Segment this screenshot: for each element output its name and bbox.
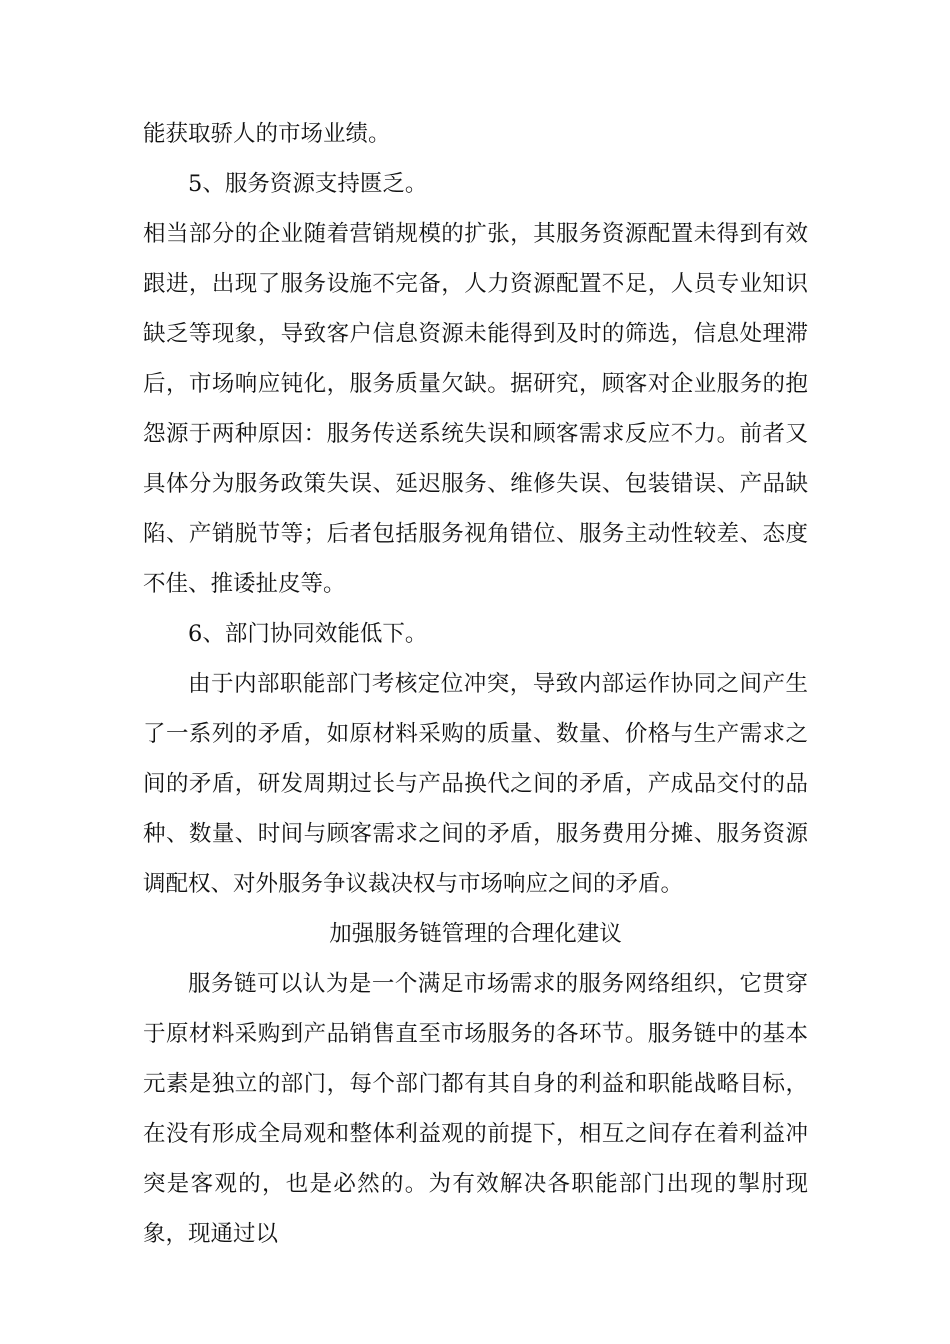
paragraph-service-resources: 相当部分的企业随着营销规模的扩张，其服务资源配置未得到有效跟进，出现了服务设施不完备，人力资源配置不足，人员专业知识缺乏等现象，导致客户信息资源未能得到及时的筛选，信息处理滞后，市场响应钝化，服务质量欠缺。据研究，顾客对企业服务的抱怨源于两种原因：服务传送系统失误和顾客需求反应不力。前者又具体分为服务政策失误、延迟服务、维修失误、包装错误、产品缺陷、产销脱节等；后者包括服务视角错位、服务主动性较差、态度不佳、推诿扯皮等。 — [143, 221, 808, 597]
paragraph-continuation: 能获取骄人的市场业绩。 — [143, 121, 391, 147]
paragraph-department-coordination: 由于内部职能部门考核定位冲突，导致内部运作协同之间产生了一系列的矛盾，如原材料采购的质量、数量、价格与生产需求之间的矛盾，研发周期过长与产品换代之间的矛盾，产成品交付的品种、数量、时间与顾客需求之间的矛盾，服务费用分摊、服务资源调配权、对外服务争议裁决权与市场响应之间的矛盾。 — [143, 671, 808, 897]
section-heading-5: 5、服务资源支持匮乏。 — [188, 171, 428, 197]
section-title-suggestions: 加强服务链管理的合理化建议 — [329, 921, 622, 947]
paragraph-service-chain: 服务链可以认为是一个满足市场需求的服务网络组织，它贯穿于原材料采购到产品销售直至市场服务的各环节。服务链中的基本元素是独立的部门，每个部门都有其自身的利益和职能战略目标，在没有形成全局观和整体利益观的前提下，相互之间存在着利益冲突是客观的，也是必然的。为有效解决各职能部门出现的掣肘现象，现通过以 — [143, 971, 808, 1247]
document-body — [143, 109, 808, 1259]
section-heading-6: 6、部门协同效能低下。 — [188, 621, 428, 647]
